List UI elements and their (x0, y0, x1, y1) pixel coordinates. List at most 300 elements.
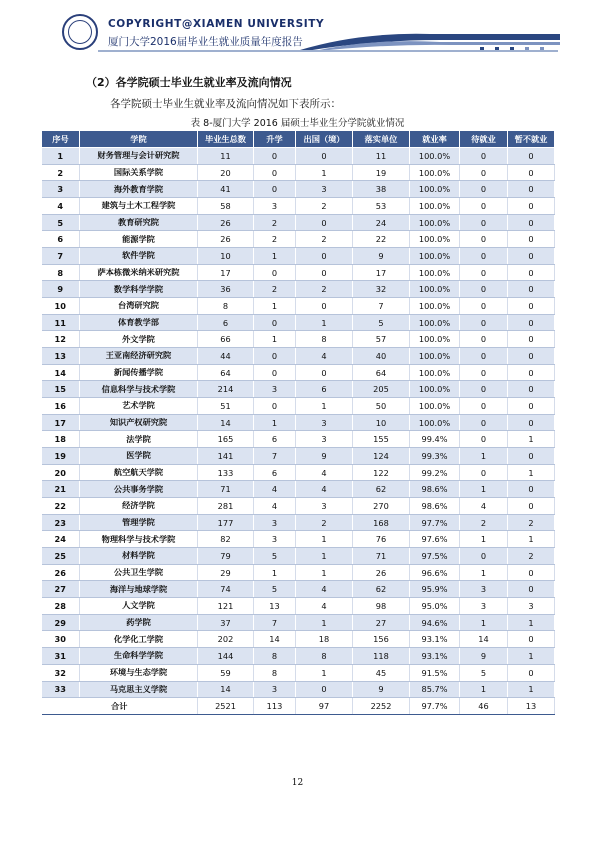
table-cell: 4 (460, 498, 508, 515)
table-cell: 1 (296, 164, 353, 181)
table-cell: 0 (296, 264, 353, 281)
table-cell: 0 (254, 398, 296, 415)
table-cell: 9 (353, 681, 410, 698)
table-cell: 66 (198, 331, 254, 348)
table-cell: 0 (508, 498, 555, 515)
table-cell: 10 (353, 414, 410, 431)
column-header: 学院 (80, 131, 198, 148)
table-cell: 100.0% (410, 414, 460, 431)
table-cell: 118 (353, 648, 410, 665)
table-cell: 0 (508, 164, 555, 181)
college-name: 数学科学学院 (80, 281, 198, 298)
total-cell: 2521 (198, 698, 254, 715)
column-header: 就业率 (410, 131, 460, 148)
table-cell: 1 (254, 414, 296, 431)
college-name: 材料学院 (80, 548, 198, 565)
table-cell: 14 (198, 414, 254, 431)
table-cell: 0 (508, 581, 555, 598)
table-cell: 0 (460, 364, 508, 381)
employment-table (41, 130, 555, 715)
table-cell: 168 (353, 514, 410, 531)
college-name: 知识产权研究院 (80, 414, 198, 431)
table-cell: 5 (254, 581, 296, 598)
table-cell: 0 (296, 148, 353, 165)
university-seal-icon (62, 14, 98, 50)
table-row (42, 564, 555, 581)
table-row (42, 414, 555, 431)
table-cell: 3 (296, 414, 353, 431)
college-name: 能源学院 (80, 231, 198, 248)
column-header: 序号 (42, 131, 80, 148)
table-cell: 0 (460, 181, 508, 198)
row-index: 2 (42, 164, 80, 181)
table-cell: 0 (508, 248, 555, 265)
table-cell: 2 (508, 514, 555, 531)
table-cell: 0 (254, 364, 296, 381)
table-cell: 0 (508, 148, 555, 165)
row-index: 10 (42, 298, 80, 315)
page-number: 12 (291, 778, 304, 788)
table-cell: 71 (353, 548, 410, 565)
table-row (42, 198, 555, 215)
table-cell: 1 (254, 298, 296, 315)
header-rule (98, 50, 558, 52)
table-row (42, 314, 555, 331)
table-cell: 100.0% (410, 298, 460, 315)
table-cell: 7 (353, 298, 410, 315)
row-index: 24 (42, 531, 80, 548)
table-cell: 1 (254, 564, 296, 581)
table-cell: 1 (508, 431, 555, 448)
table-cell: 22 (353, 231, 410, 248)
table-cell: 26 (198, 214, 254, 231)
table-cell: 1 (254, 331, 296, 348)
table-cell: 1 (296, 614, 353, 631)
table-cell: 0 (460, 298, 508, 315)
table-row (42, 431, 555, 448)
table-cell: 100.0% (410, 364, 460, 381)
row-index: 29 (42, 614, 80, 631)
table-row (42, 214, 555, 231)
row-index: 23 (42, 514, 80, 531)
table-cell: 0 (508, 231, 555, 248)
table-cell: 0 (508, 281, 555, 298)
table-row (42, 381, 555, 398)
row-index: 33 (42, 681, 80, 698)
college-name: 药学院 (80, 614, 198, 631)
table-cell: 53 (353, 198, 410, 215)
college-name: 萨本栋微米纳米研究院 (80, 264, 198, 281)
table-cell: 99.3% (410, 448, 460, 465)
college-name: 新闻传播学院 (80, 364, 198, 381)
table-cell: 1 (508, 681, 555, 698)
table-cell: 2 (296, 231, 353, 248)
table-row (42, 664, 555, 681)
row-index: 1 (42, 148, 80, 165)
table-cell: 4 (296, 581, 353, 598)
row-index: 20 (42, 464, 80, 481)
college-name: 体育教学部 (80, 314, 198, 331)
table-cell: 0 (508, 298, 555, 315)
table-cell: 0 (508, 664, 555, 681)
table-cell: 270 (353, 498, 410, 515)
table-cell: 85.7% (410, 681, 460, 698)
table-cell: 3 (254, 681, 296, 698)
college-name: 建筑与土木工程学院 (80, 198, 198, 215)
table-cell: 7 (254, 614, 296, 631)
table-cell: 0 (460, 281, 508, 298)
table-cell: 8 (198, 298, 254, 315)
row-index: 22 (42, 498, 80, 515)
table-row (42, 364, 555, 381)
table-cell: 0 (460, 348, 508, 365)
table-cell: 2 (508, 548, 555, 565)
table-row (42, 631, 555, 648)
table-row (42, 581, 555, 598)
column-header: 毕业生总数 (198, 131, 254, 148)
table-cell: 64 (353, 364, 410, 381)
table-cell: 100.0% (410, 381, 460, 398)
table-cell: 100.0% (410, 181, 460, 198)
table-cell: 0 (296, 248, 353, 265)
table-row (42, 648, 555, 665)
table-cell: 1 (296, 664, 353, 681)
table-cell: 74 (198, 581, 254, 598)
table-cell: 11 (353, 148, 410, 165)
college-name: 航空航天学院 (80, 464, 198, 481)
table-cell: 97.6% (410, 531, 460, 548)
intro-text: 各学院硕士毕业生就业率及流向情况如下表所示： (110, 98, 341, 110)
table-cell: 155 (353, 431, 410, 448)
table-cell: 0 (460, 431, 508, 448)
table-cell: 4 (296, 481, 353, 498)
table-cell: 3 (254, 198, 296, 215)
table-cell: 0 (460, 548, 508, 565)
table-cell: 156 (353, 631, 410, 648)
table-cell: 91.5% (410, 664, 460, 681)
row-index: 15 (42, 381, 80, 398)
table-cell: 0 (460, 398, 508, 415)
table-row (42, 348, 555, 365)
table-row (42, 481, 555, 498)
table-cell: 100.0% (410, 214, 460, 231)
row-index: 11 (42, 314, 80, 331)
table-cell: 40 (353, 348, 410, 365)
total-cell: 13 (508, 698, 555, 715)
table-cell: 97.7% (410, 514, 460, 531)
table-row (42, 231, 555, 248)
row-index: 28 (42, 598, 80, 615)
table-row (42, 264, 555, 281)
table-cell: 1 (508, 531, 555, 548)
table-cell: 1 (296, 398, 353, 415)
table-cell: 1 (460, 614, 508, 631)
table-cell: 0 (508, 331, 555, 348)
college-name: 管理学院 (80, 514, 198, 531)
table-cell: 19 (353, 164, 410, 181)
total-cell: 113 (254, 698, 296, 715)
table-row (42, 598, 555, 615)
row-index: 13 (42, 348, 80, 365)
table-cell: 1 (460, 681, 508, 698)
table-cell: 18 (296, 631, 353, 648)
table-row (42, 498, 555, 515)
table-cell: 4 (296, 598, 353, 615)
row-index: 21 (42, 481, 80, 498)
table-cell: 1 (508, 614, 555, 631)
table-cell: 93.1% (410, 648, 460, 665)
table-cell: 2 (296, 198, 353, 215)
college-name: 医学院 (80, 448, 198, 465)
table-cell: 0 (254, 181, 296, 198)
table-cell: 2 (296, 514, 353, 531)
table-cell: 0 (508, 381, 555, 398)
table-cell: 3 (460, 581, 508, 598)
table-cell: 0 (460, 381, 508, 398)
table-cell: 98.6% (410, 498, 460, 515)
table-cell: 26 (198, 231, 254, 248)
table-row (42, 448, 555, 465)
table-cell: 1 (508, 464, 555, 481)
table-cell: 0 (296, 298, 353, 315)
college-name: 法学院 (80, 431, 198, 448)
table-row (42, 248, 555, 265)
table-cell: 20 (198, 164, 254, 181)
table-cell: 100.0% (410, 348, 460, 365)
table-cell: 177 (198, 514, 254, 531)
row-index: 14 (42, 364, 80, 381)
table-row (42, 681, 555, 698)
table-cell: 96.6% (410, 564, 460, 581)
header-decoration (300, 28, 560, 52)
table-cell: 8 (296, 331, 353, 348)
table-cell: 27 (353, 614, 410, 631)
table-cell: 0 (508, 481, 555, 498)
table-cell: 95.0% (410, 598, 460, 615)
row-index: 25 (42, 548, 80, 565)
table-cell: 0 (508, 564, 555, 581)
table-cell: 100.0% (410, 264, 460, 281)
table-cell: 14 (254, 631, 296, 648)
table-cell: 9 (296, 448, 353, 465)
table-cell: 76 (353, 531, 410, 548)
table-cell: 97.5% (410, 548, 460, 565)
college-name: 海洋与地球学院 (80, 581, 198, 598)
table-cell: 6 (254, 431, 296, 448)
table-cell: 11 (198, 148, 254, 165)
table-row (42, 331, 555, 348)
college-name: 公共事务学院 (80, 481, 198, 498)
table-cell: 98 (353, 598, 410, 615)
table-cell: 100.0% (410, 398, 460, 415)
table-row (42, 281, 555, 298)
table-cell: 3 (254, 381, 296, 398)
table-header-row (42, 131, 555, 148)
table-cell: 0 (508, 198, 555, 215)
table-cell: 122 (353, 464, 410, 481)
row-index: 16 (42, 398, 80, 415)
college-name: 台湾研究院 (80, 298, 198, 315)
row-index: 27 (42, 581, 80, 598)
row-index: 31 (42, 648, 80, 665)
row-index: 17 (42, 414, 80, 431)
table-cell: 3 (254, 531, 296, 548)
table-cell: 1 (296, 531, 353, 548)
table-cell: 0 (254, 164, 296, 181)
table-cell: 100.0% (410, 198, 460, 215)
table-cell: 93.1% (410, 631, 460, 648)
table-cell: 141 (198, 448, 254, 465)
table-cell: 64 (198, 364, 254, 381)
table-cell: 0 (460, 314, 508, 331)
total-label: 合计 (42, 698, 198, 715)
table-cell: 0 (460, 264, 508, 281)
table-cell: 2 (254, 231, 296, 248)
table-row (42, 164, 555, 181)
column-header: 落实单位 (353, 131, 410, 148)
college-name: 经济学院 (80, 498, 198, 515)
table-cell: 71 (198, 481, 254, 498)
college-name: 海外教育学院 (80, 181, 198, 198)
table-cell: 1 (254, 248, 296, 265)
table-cell: 94.6% (410, 614, 460, 631)
table-cell: 0 (460, 198, 508, 215)
table-cell: 133 (198, 464, 254, 481)
table-cell: 50 (353, 398, 410, 415)
table-cell: 0 (296, 214, 353, 231)
total-cell: 46 (460, 698, 508, 715)
table-cell: 1 (296, 314, 353, 331)
table-cell: 82 (198, 531, 254, 548)
table-cell: 3 (508, 598, 555, 615)
row-index: 30 (42, 631, 80, 648)
table-cell: 0 (508, 264, 555, 281)
college-name: 化学化工学院 (80, 631, 198, 648)
table-caption: 表 8-厦门大学 2016 届硕士毕业生分学院就业情况 (190, 118, 405, 129)
row-index: 5 (42, 214, 80, 231)
table-cell: 1 (508, 648, 555, 665)
table-cell: 0 (460, 164, 508, 181)
table-cell: 9 (460, 648, 508, 665)
table-cell: 5 (353, 314, 410, 331)
table-cell: 13 (254, 598, 296, 615)
section-title: （2）各学院硕士毕业生就业率及流向情况 (86, 76, 292, 89)
total-cell: 97 (296, 698, 353, 715)
college-name: 人文学院 (80, 598, 198, 615)
table-cell: 1 (460, 448, 508, 465)
page-header (0, 0, 595, 70)
table-cell: 6 (198, 314, 254, 331)
college-name: 公共卫生学院 (80, 564, 198, 581)
column-header: 出国（境） (296, 131, 353, 148)
table-cell: 1 (460, 531, 508, 548)
table-cell: 45 (353, 664, 410, 681)
table-cell: 0 (460, 231, 508, 248)
table-cell: 0 (460, 331, 508, 348)
table-cell: 100.0% (410, 164, 460, 181)
table-cell: 3 (460, 598, 508, 615)
college-name: 马克思主义学院 (80, 681, 198, 698)
table-cell: 0 (460, 248, 508, 265)
table-row (42, 614, 555, 631)
row-index: 4 (42, 198, 80, 215)
table-cell: 0 (508, 631, 555, 648)
row-index: 6 (42, 231, 80, 248)
table-cell: 0 (508, 214, 555, 231)
table-cell: 59 (198, 664, 254, 681)
table-cell: 0 (296, 681, 353, 698)
college-name: 艺术学院 (80, 398, 198, 415)
table-cell: 9 (353, 248, 410, 265)
table-cell: 124 (353, 448, 410, 465)
table-cell: 1 (460, 481, 508, 498)
college-name: 教育研究院 (80, 214, 198, 231)
table-row (42, 148, 555, 165)
total-cell: 97.7% (410, 698, 460, 715)
table-cell: 62 (353, 581, 410, 598)
row-index: 12 (42, 331, 80, 348)
table-cell: 2 (296, 281, 353, 298)
table-cell: 57 (353, 331, 410, 348)
college-name: 环境与生态学院 (80, 664, 198, 681)
table-cell: 121 (198, 598, 254, 615)
table-cell: 32 (353, 281, 410, 298)
table-cell: 0 (460, 464, 508, 481)
table-cell: 41 (198, 181, 254, 198)
table-cell: 144 (198, 648, 254, 665)
table-cell: 5 (460, 664, 508, 681)
table-cell: 8 (296, 648, 353, 665)
table-cell: 0 (460, 214, 508, 231)
table-cell: 6 (254, 464, 296, 481)
table-cell: 98.6% (410, 481, 460, 498)
column-header: 暂不就业 (508, 131, 555, 148)
table-cell: 29 (198, 564, 254, 581)
table-cell: 79 (198, 548, 254, 565)
college-name: 生命科学学院 (80, 648, 198, 665)
total-row (42, 698, 555, 715)
table-cell: 0 (508, 414, 555, 431)
table-cell: 100.0% (410, 314, 460, 331)
table-cell: 100.0% (410, 231, 460, 248)
college-name: 信息科学与技术学院 (80, 381, 198, 398)
table-cell: 0 (508, 314, 555, 331)
table-cell: 0 (460, 148, 508, 165)
table-cell: 38 (353, 181, 410, 198)
college-name: 物理科学与技术学院 (80, 531, 198, 548)
table-cell: 4 (254, 481, 296, 498)
table-cell: 100.0% (410, 248, 460, 265)
table-cell: 0 (508, 448, 555, 465)
row-index: 8 (42, 264, 80, 281)
table-cell: 0 (508, 348, 555, 365)
table-cell: 44 (198, 348, 254, 365)
table-cell: 1 (296, 548, 353, 565)
table-cell: 6 (296, 381, 353, 398)
table-cell: 3 (296, 431, 353, 448)
table-cell: 17 (353, 264, 410, 281)
column-header: 待就业 (460, 131, 508, 148)
header-title: COPYRIGHT@XIAMEN UNIVERSITY (108, 18, 325, 30)
table-cell: 205 (353, 381, 410, 398)
row-index: 19 (42, 448, 80, 465)
table-cell: 3 (296, 181, 353, 198)
table-cell: 100.0% (410, 331, 460, 348)
row-index: 7 (42, 248, 80, 265)
college-name: 财务管理与会计研究院 (80, 148, 198, 165)
row-index: 26 (42, 564, 80, 581)
table-cell: 10 (198, 248, 254, 265)
